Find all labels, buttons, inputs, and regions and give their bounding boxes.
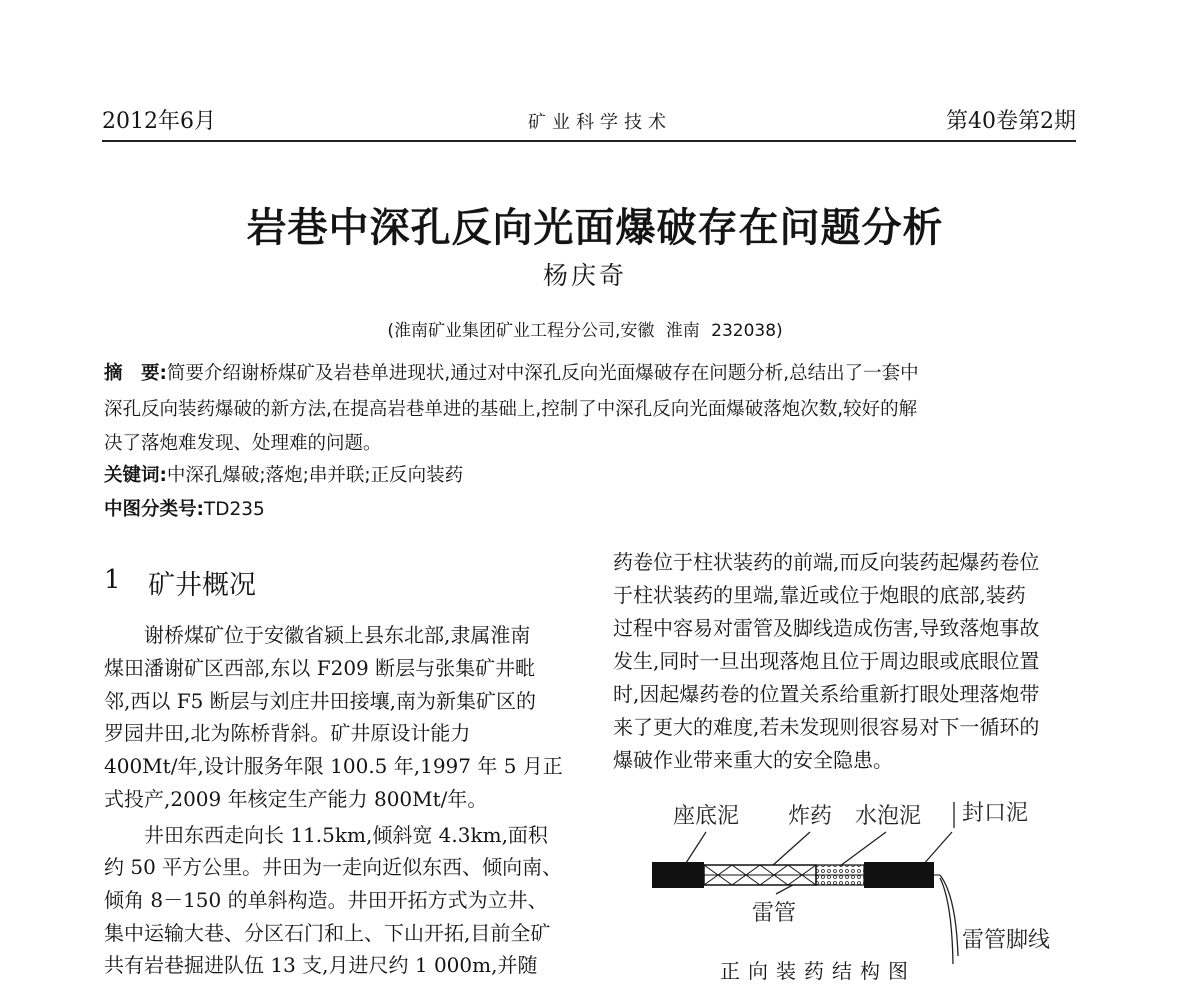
leg-wire-2 bbox=[940, 878, 953, 964]
leader-seal-mud bbox=[922, 832, 952, 866]
paper-author: 杨庆奇 bbox=[542, 261, 627, 290]
label-explosive: 炸药 bbox=[788, 804, 833, 829]
left-column-line: 井田东西走向长 11.5km,倾斜宽 4.3km,面积 bbox=[104, 823, 548, 847]
leg-wire-1 bbox=[940, 875, 958, 956]
left-column-line: 共有岩巷掘进队伍 13 支,月进尺约 1 000m,并随 bbox=[104, 953, 538, 977]
left-column-line: 谢桥煤矿位于安徽省颍上县东北部,隶属淮南 bbox=[104, 623, 531, 647]
classification-label: 中图分类号: bbox=[104, 499, 204, 520]
paper-title: 岩巷中深孔反向光面爆破存在问题分析 bbox=[246, 205, 944, 251]
right-column-line: 发生,同时一旦出现落炮且位于周边眼或底眼位置 bbox=[613, 649, 1040, 673]
header-date: 2012年6月 bbox=[102, 109, 216, 134]
right-column-line: 过程中容易对雷管及脚线造成伤害,导致落炮事故 bbox=[613, 616, 1040, 640]
keywords-label: 关键词: bbox=[104, 465, 167, 486]
left-column-line: 约 50 平方公里。井田为一走向近似东西、倾向南、 bbox=[104, 855, 563, 879]
header-journal: 矿业科学技术 bbox=[528, 112, 672, 133]
left-column-line: 式投产,2009 年核定生产能力 800Mt/年。 bbox=[104, 787, 488, 811]
abstract-line-2: 深孔反向装药爆破的新方法,在提高岩巷单进的基础上,控制了中深孔反向光面爆破落炮次数,较好的解 bbox=[104, 399, 918, 420]
abstract-label: 摘 要: bbox=[104, 363, 167, 384]
leader-water-mud bbox=[840, 832, 886, 866]
label-seal-mud: 封口泥 bbox=[962, 801, 1029, 826]
classification bbox=[104, 493, 1079, 527]
header-rule bbox=[102, 140, 1076, 142]
section-title: 矿井概况 bbox=[148, 570, 256, 601]
right-column-line: 时,因起爆药卷的位置关系给重新打眼处理落炮带 bbox=[613, 682, 1040, 706]
leader-base-mud bbox=[684, 832, 706, 866]
left-column-line: 罗园井田,北为陈桥背斜。矿井原设计能力 bbox=[104, 721, 471, 745]
classification-text: TD235 bbox=[203, 499, 265, 520]
right-column-line: 来了更大的难度,若未发现则很容易对下一循环的 bbox=[613, 715, 1040, 739]
left-column-line: 邻,西以 F5 断层与刘庄井田接壤,南为新集矿区的 bbox=[104, 689, 537, 713]
keywords bbox=[104, 459, 1079, 493]
left-column-line: 煤田潘谢矿区西部,东以 F209 断层与张集矿井毗 bbox=[104, 656, 536, 680]
left-column-line: 400Mt/年,设计服务年限 100.5 年,1997 年 5 月正 bbox=[104, 754, 563, 778]
abstract-line-1 bbox=[104, 357, 1079, 391]
figure-caption: 正向装药结构图 bbox=[720, 959, 916, 983]
section-number: 1 bbox=[104, 565, 121, 595]
leader-explosive bbox=[772, 832, 810, 866]
header-issue: 第40卷第2期 bbox=[946, 109, 1076, 134]
right-column-line: 药卷位于柱状装药的前端,而反向装药起爆药卷位 bbox=[613, 550, 1040, 574]
charge-structure-figure bbox=[640, 796, 1080, 969]
right-column-line: 于柱状装药的里端,靠近或位于炮眼的底部,装药 bbox=[613, 583, 1026, 607]
left-column-line: 集中运输大巷、分区石门和上、下山开拓,目前全矿 bbox=[104, 921, 551, 945]
author-affiliation: (淮南矿业集团矿业工程分公司,安徽 淮南 232038) bbox=[387, 321, 783, 341]
abstract-text: 简要介绍谢桥煤矿及岩巷单进现状,通过对中深孔反向光面爆破存在问题分析,总结出了一套中 bbox=[166, 363, 919, 384]
left-column-line: 倾角 8－150 的单斜构造。井田开拓方式为立井、 bbox=[104, 888, 548, 912]
label-base-mud: 座底泥 bbox=[673, 804, 740, 829]
right-column-line: 爆破作业带来重大的安全隐患。 bbox=[613, 748, 893, 772]
label-leg-wire: 雷管脚线 bbox=[962, 928, 1051, 953]
abstract-line-3: 决了落炮难发现、处理难的问题。 bbox=[104, 433, 382, 454]
label-detonator: 雷管 bbox=[752, 901, 797, 926]
keywords-text: 中深孔爆破;落炮;串并联;正反向装药 bbox=[166, 465, 464, 486]
label-water-mud: 水泡泥 bbox=[855, 804, 922, 829]
